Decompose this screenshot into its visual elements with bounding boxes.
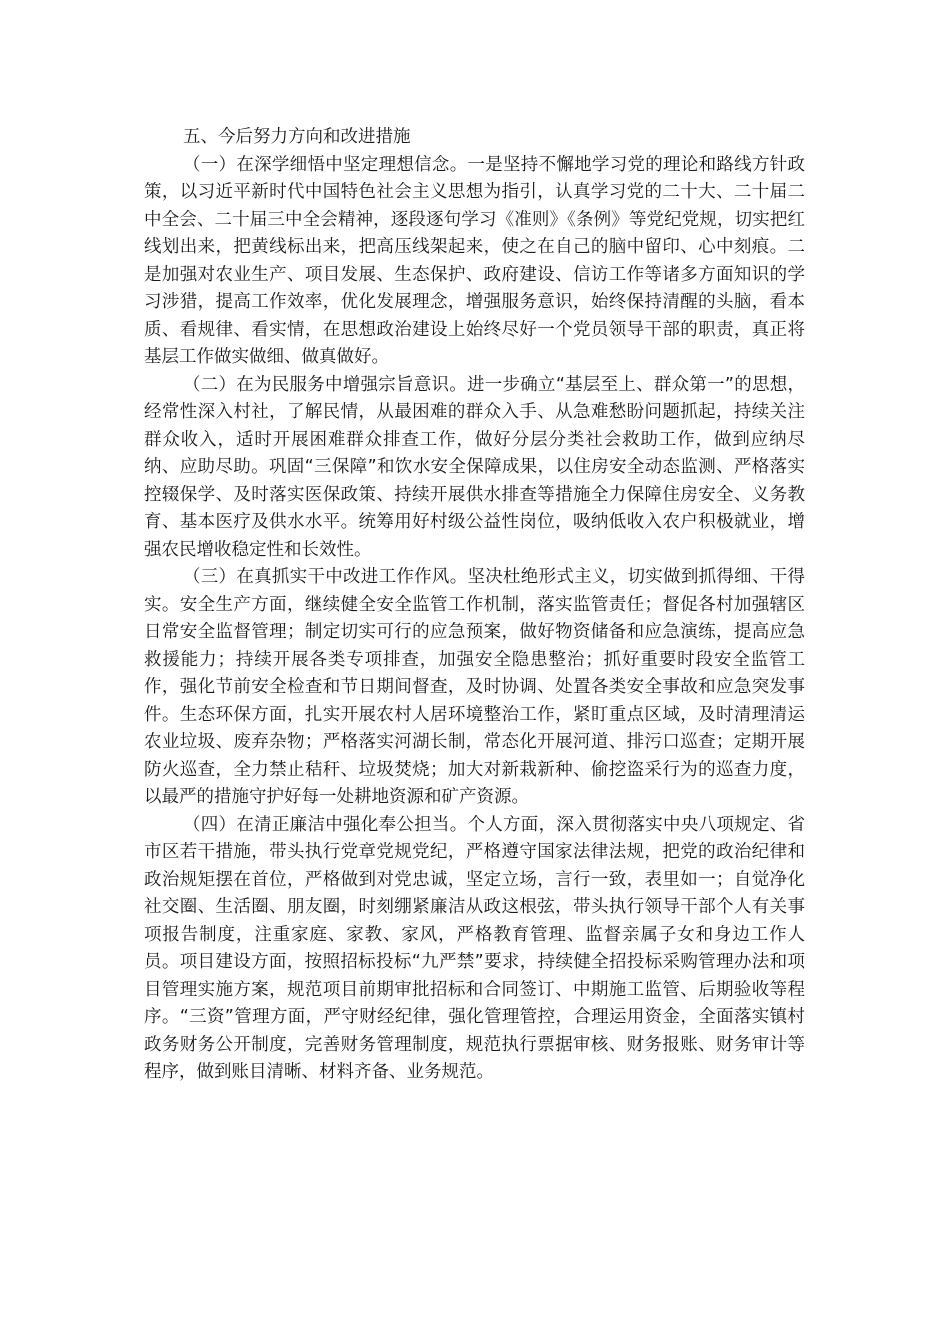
paragraph-3: （三）在真抓实干中改进工作作风。坚决杜绝形式主义，切实做到抓得细、干得实。安全生产方面，继续健全安全监管工作机制，落实监管责任；督促各村加强辖区日常安全监督管理；制定切实可行的应急预案，做好物资储备和应急演练，提高应急救援能力；持续开展各类专项排查，加强安全隐患整治；抓好重要时段安全监管工作，强化节前安全检查和节日期间督查，及时协调、处置各类安全事故和应急突发事件。生态环保方面，扎实开展农村人居环境整治工作，紧盯重点区域，及时清理清运农业垃圾、废弃杂物；严格落实河湖长制，常态化开展河道、排污口巡查；定期开展防火巡查，全力禁止秸秆、垃圾焚烧；加大对新栽新种、偷挖盗采行为的巡查力度，以最严的措施守护好每一处耕地资源和矿产资源。 — [144, 567, 805, 807]
paragraph-1: （一）在深学细悟中坚定理想信念。一是坚持不懈地学习党的理论和路线方针政策，以习近平新时代中国特色社会主义思想为指引，认真学习党的二十大、二十届二中全会、二十届三中全会精神，逐段逐句学习《准则》《条例》等党纪党规，切实把红线划出来，把黄线标出来，把高压线架起来，使之在自己的脑中留印、心中刻痕。二是加强对农业生产、项目发展、生态保护、政府建设、信访工作等诸多方面知识的学习涉猎，提高工作效率，优化发展理念，增强服务意识，始终保持清醒的头脑，看本质、看规律、看实情，在思想政治建设上始终尽好一个党员领导干部的职责，真正将基层工作做实做细、做真做好。 — [144, 154, 805, 367]
paragraph-4: （四）在清正廉洁中强化奉公担当。个人方面，深入贯彻落实中央八项规定、省市区若干措施，带头执行党章党规党纪，严格遵守国家法律法规，把党的政治纪律和政治规矩摆在首位，严格做到对党忠诚，坚定立场，言行一致，表里如一；自觉净化社交圈、生活圈、朋友圈，时刻绷紧廉洁从政这根弦，带头执行领导干部个人有关事项报告制度，注重家庭、家教、家风，严格教育管理、监督亲属子女和身边工作人员。项目建设方面，按照招标投标“九严禁”要求，持续健全招投标采购管理办法和项目管理实施方案，规范项目前期审批招标和合同签订、中期施工监管、后期验收等程序。“三资”管理方面，严守财经纪律，强化管理管控，合理运用资金，全面落实镇村政务财务公开制度，完善财务管理制度，规范执行票据审核、财务报账、财务审计等程序，做到账目清晰、材料齐备、业务规范。 — [144, 814, 805, 1082]
section-heading: 五、今后努力方向和改进措施 — [183, 127, 411, 147]
paragraph-2: （二）在为民服务中增强宗旨意识。进一步确立“基层至上、群众第一”的思想，经常性深入村社，了解民情，从最困难的群众入手、从急难愁盼问题抓起，持续关注群众收入，适时开展困难群众排查工作，做好分层分类社会救助工作，做到应纳尽纳、应助尽助。巩固“三保障”和饮水安全保障成果，以住房安全动态监测、严格落实控辍保学、及时落实医保政策、持续开展供水排查等措施全力保障住房安全、义务教育、基本医疗及供水水平。统筹用好村级公益性岗位，吸纳低收入农户积极就业，增强农民增收稳定性和长效性。 — [144, 374, 805, 560]
document-page — [144, 124, 805, 1087]
